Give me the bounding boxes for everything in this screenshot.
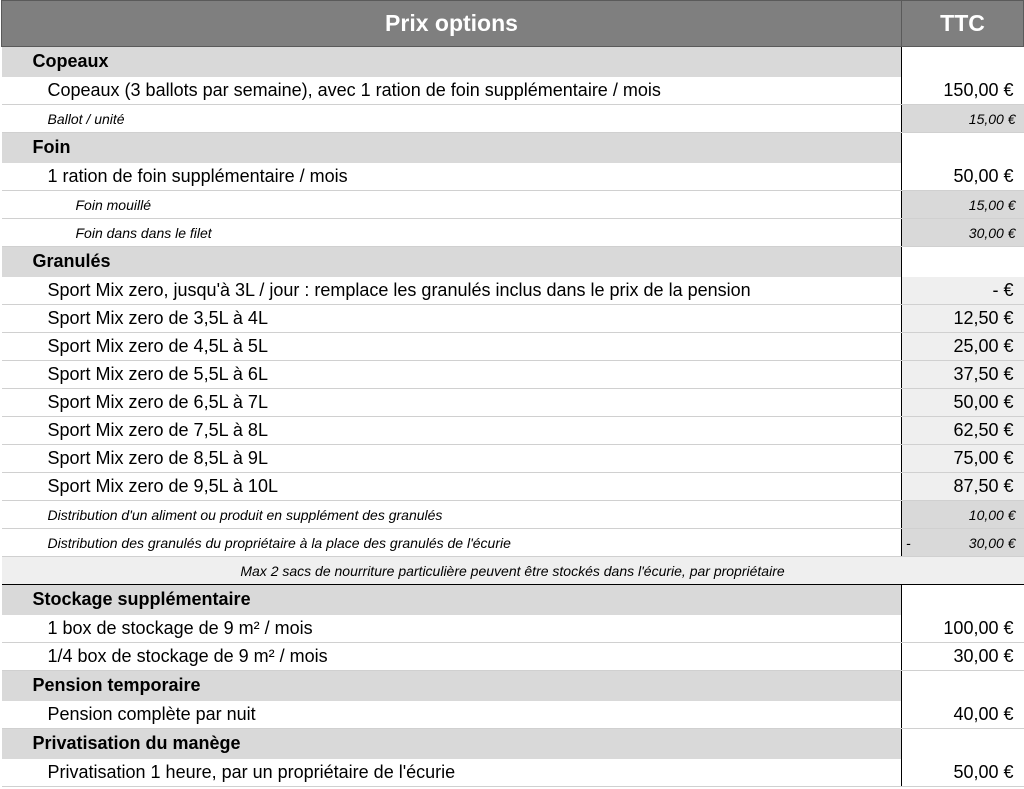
price-row (2, 333, 1024, 361)
section-header (2, 671, 1024, 701)
section-price-cell (902, 47, 1024, 77)
section-header (2, 585, 1024, 615)
price-row (2, 445, 1024, 473)
section-header (2, 247, 1024, 277)
row-label: Ballot / unité (2, 105, 902, 133)
section-price-cell (902, 671, 1024, 701)
row-label: Distribution d'un aliment ou produit en supplément des granulés (2, 501, 902, 529)
row-label: 1 ration de foin supplémentaire / mois (2, 163, 902, 191)
header-price-col: TTC (902, 1, 1024, 47)
row-label: Foin dans dans le filet (2, 219, 902, 247)
row-label: Sport Mix zero de 8,5L à 9L (2, 445, 902, 473)
price-value: 50,00 € (953, 165, 1014, 186)
price-row (2, 615, 1024, 643)
section-header (2, 729, 1024, 759)
price-value: 75,00 € (953, 448, 1014, 468)
row-label: Sport Mix zero de 7,5L à 8L (2, 417, 902, 445)
section-price-cell (902, 247, 1024, 277)
price-row (2, 277, 1024, 305)
section-title: Privatisation du manège (2, 729, 902, 759)
price-row (2, 389, 1024, 417)
row-label: Sport Mix zero de 5,5L à 6L (2, 361, 902, 389)
row-price (902, 191, 1024, 219)
price-row (2, 163, 1024, 191)
row-label: Copeaux (3 ballots par semaine), avec 1 ration de foin supplémentaire / mois (2, 77, 902, 105)
price-value: 30,00 € (968, 224, 1016, 241)
row-price (902, 389, 1024, 417)
info-text: Max 2 sacs de nourriture particulière peuvent être stockés dans l'écurie, par propriétaire (2, 557, 1024, 585)
price-row (2, 701, 1024, 729)
price-value: 25,00 € (953, 336, 1014, 356)
price-row (2, 417, 1024, 445)
section-title: Copeaux (2, 47, 902, 77)
price-row (2, 361, 1024, 389)
row-price (902, 615, 1024, 643)
row-price (902, 701, 1024, 729)
note-row (2, 501, 1024, 529)
price-value: 50,00 € (953, 761, 1014, 782)
price-row (2, 759, 1024, 787)
price-value: 10,00 € (968, 506, 1016, 523)
row-price (902, 473, 1024, 501)
note-row (2, 105, 1024, 133)
price-value: 150,00 € (943, 79, 1014, 100)
row-price (902, 305, 1024, 333)
price-value: 50,00 € (953, 392, 1014, 412)
row-price (902, 501, 1024, 529)
section-price-cell (902, 133, 1024, 163)
row-price (902, 643, 1024, 671)
section-title: Granulés (2, 247, 902, 277)
section-title: Foin (2, 133, 902, 163)
row-label: Distribution des granulés du propriétaire à la place des granulés de l'écurie (2, 529, 902, 557)
row-label: Privatisation 1 heure, par un propriétaire de l'écurie (2, 759, 902, 787)
row-label: Sport Mix zero, jusqu'à 3L / jour : remplace les granulés inclus dans le prix de la pension (2, 277, 902, 305)
section-title: Pension temporaire (2, 671, 902, 701)
row-price (902, 77, 1024, 105)
note-row (2, 529, 1024, 557)
price-prefix: - (906, 534, 911, 551)
row-price (902, 277, 1024, 305)
price-value: 40,00 € (953, 703, 1014, 724)
price-value: 30,00 € (968, 534, 1016, 551)
price-value: 15,00 € (968, 196, 1016, 213)
row-label: Sport Mix zero de 6,5L à 7L (2, 389, 902, 417)
price-value: 37,50 € (953, 364, 1014, 384)
price-row (2, 77, 1024, 105)
row-price (902, 333, 1024, 361)
row-label: Sport Mix zero de 4,5L à 5L (2, 333, 902, 361)
price-row (2, 473, 1024, 501)
row-price (902, 163, 1024, 191)
price-value: 87,50 € (953, 476, 1014, 496)
note-row (2, 219, 1024, 247)
row-label: Foin mouillé (2, 191, 902, 219)
section-price-cell (902, 585, 1024, 615)
row-price (902, 445, 1024, 473)
row-price (902, 361, 1024, 389)
price-value: - € (992, 279, 1014, 300)
section-price-cell (902, 729, 1024, 759)
section-header (2, 47, 1024, 77)
section-title: Stockage supplémentaire (2, 585, 902, 615)
price-row (2, 305, 1024, 333)
header-title: Prix options (2, 1, 902, 47)
price-value: 12,50 € (953, 308, 1014, 328)
row-label: Sport Mix zero de 9,5L à 10L (2, 473, 902, 501)
row-label: Sport Mix zero de 3,5L à 4L (2, 305, 902, 333)
price-row (2, 643, 1024, 671)
row-price (902, 759, 1024, 787)
price-table (1, 0, 1024, 787)
price-value: 15,00 € (968, 110, 1016, 127)
note-row (2, 191, 1024, 219)
info-row (2, 557, 1024, 585)
row-label: 1 box de stockage de 9 m² / mois (2, 615, 902, 643)
table-header (2, 1, 1024, 47)
price-value: 100,00 € (943, 617, 1014, 638)
price-value: 62,50 € (953, 420, 1014, 440)
row-price (902, 105, 1024, 133)
section-header (2, 133, 1024, 163)
row-price (902, 529, 1024, 557)
row-label: 1/4 box de stockage de 9 m² / mois (2, 643, 902, 671)
price-value: 30,00 € (953, 646, 1014, 666)
row-price (902, 219, 1024, 247)
row-label: Pension complète par nuit (2, 701, 902, 729)
row-price (902, 417, 1024, 445)
